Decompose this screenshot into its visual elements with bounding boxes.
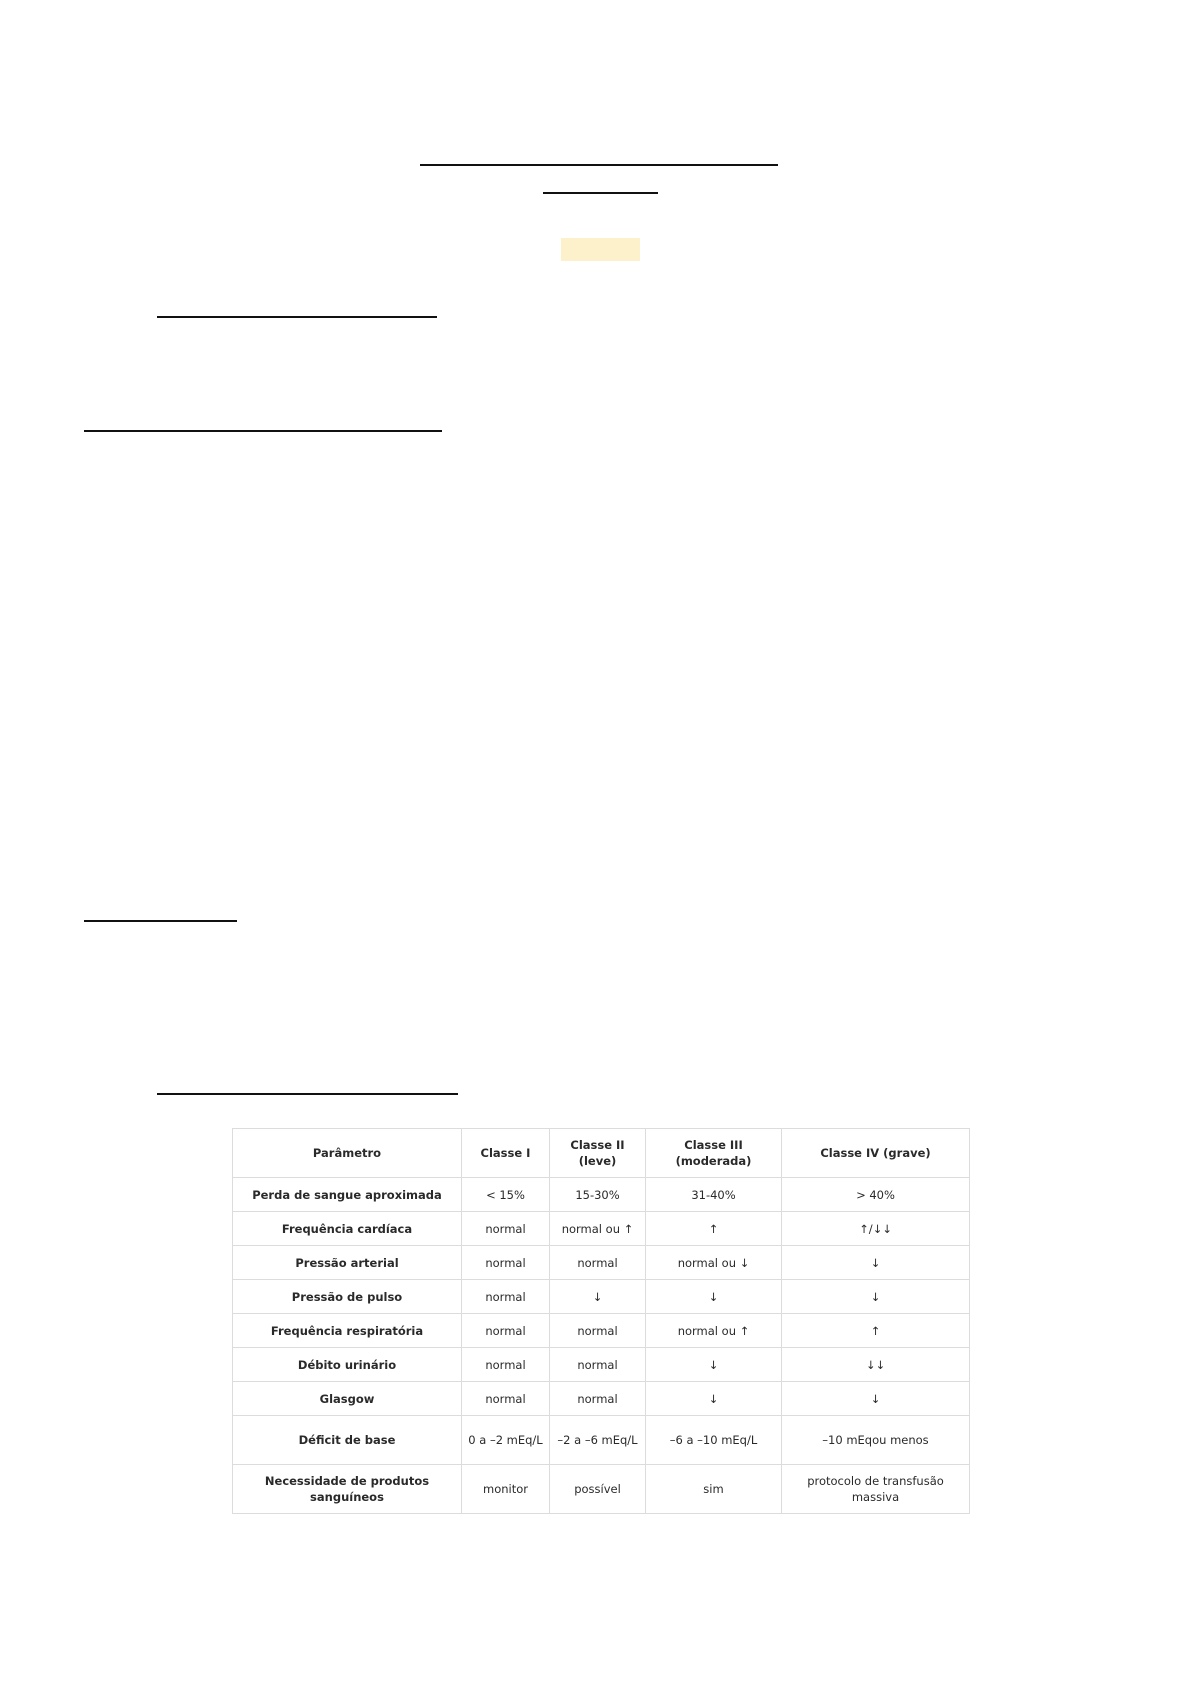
value-cell: protocolo de transfusão massiva xyxy=(782,1465,970,1514)
header-cell: Parâmetro xyxy=(233,1129,462,1178)
param-cell: Débito urinário xyxy=(233,1348,462,1382)
value-cell: ↓ xyxy=(782,1246,970,1280)
table-row xyxy=(233,1465,970,1514)
table-row xyxy=(233,1178,970,1212)
value-cell: possível xyxy=(550,1465,646,1514)
value-cell: normal xyxy=(550,1382,646,1416)
table-row xyxy=(233,1416,970,1465)
value-cell: ↓ xyxy=(782,1382,970,1416)
value-cell: 15-30% xyxy=(550,1178,646,1212)
table-row xyxy=(233,1348,970,1382)
param-cell: Pressão arterial xyxy=(233,1246,462,1280)
value-cell: normal xyxy=(462,1280,550,1314)
table-header-row xyxy=(233,1129,970,1178)
subtitle-underline xyxy=(543,192,658,194)
table-row xyxy=(233,1212,970,1246)
title-underline xyxy=(420,164,778,166)
value-cell: ↓ xyxy=(646,1280,782,1314)
value-cell: ↑/↓↓ xyxy=(782,1212,970,1246)
highlight-mark xyxy=(561,238,640,261)
value-cell: ↑ xyxy=(646,1212,782,1246)
param-cell: Frequência cardíaca xyxy=(233,1212,462,1246)
table-row xyxy=(233,1280,970,1314)
value-cell: ↑ xyxy=(782,1314,970,1348)
section-underline-3 xyxy=(84,920,237,922)
value-cell: 31-40% xyxy=(646,1178,782,1212)
value-cell: normal ou ↑ xyxy=(550,1212,646,1246)
value-cell: normal xyxy=(462,1314,550,1348)
param-cell: Pressão de pulso xyxy=(233,1280,462,1314)
value-cell: normal ou ↓ xyxy=(646,1246,782,1280)
value-cell: normal xyxy=(462,1212,550,1246)
value-cell: 0 a –2 mEq/L xyxy=(462,1416,550,1465)
value-cell: –10 mEqou menos xyxy=(782,1416,970,1465)
value-cell: ↓ xyxy=(646,1382,782,1416)
value-cell: normal xyxy=(462,1382,550,1416)
value-cell: > 40% xyxy=(782,1178,970,1212)
section-underline-2 xyxy=(84,430,442,432)
value-cell: –2 a –6 mEq/L xyxy=(550,1416,646,1465)
value-cell: –6 a –10 mEq/L xyxy=(646,1416,782,1465)
header-cell: Classe II (leve) xyxy=(550,1129,646,1178)
value-cell: normal ou ↑ xyxy=(646,1314,782,1348)
value-cell: normal xyxy=(462,1246,550,1280)
table-row xyxy=(233,1382,970,1416)
value-cell: normal xyxy=(550,1348,646,1382)
value-cell: ↓ xyxy=(782,1280,970,1314)
value-cell: normal xyxy=(550,1246,646,1280)
value-cell: normal xyxy=(550,1314,646,1348)
value-cell: < 15% xyxy=(462,1178,550,1212)
param-cell: Necessidade de produtos sanguíneos xyxy=(233,1465,462,1514)
table-row xyxy=(233,1246,970,1280)
table-row xyxy=(233,1314,970,1348)
value-cell: monitor xyxy=(462,1465,550,1514)
value-cell: normal xyxy=(462,1348,550,1382)
hemorrhage-class-table xyxy=(232,1128,970,1514)
value-cell: ↓ xyxy=(646,1348,782,1382)
header-cell: Classe I xyxy=(462,1129,550,1178)
value-cell: sim xyxy=(646,1465,782,1514)
section-underline-4 xyxy=(157,1093,458,1095)
value-cell: ↓↓ xyxy=(782,1348,970,1382)
header-cell: Classe III (moderada) xyxy=(646,1129,782,1178)
param-cell: Frequência respiratória xyxy=(233,1314,462,1348)
header-cell: Classe IV (grave) xyxy=(782,1129,970,1178)
hemorrhage-class-table-container xyxy=(232,1128,969,1514)
value-cell: ↓ xyxy=(550,1280,646,1314)
param-cell: Perda de sangue aproximada xyxy=(233,1178,462,1212)
param-cell: Glasgow xyxy=(233,1382,462,1416)
param-cell: Déficit de base xyxy=(233,1416,462,1465)
section-underline-1 xyxy=(157,316,437,318)
